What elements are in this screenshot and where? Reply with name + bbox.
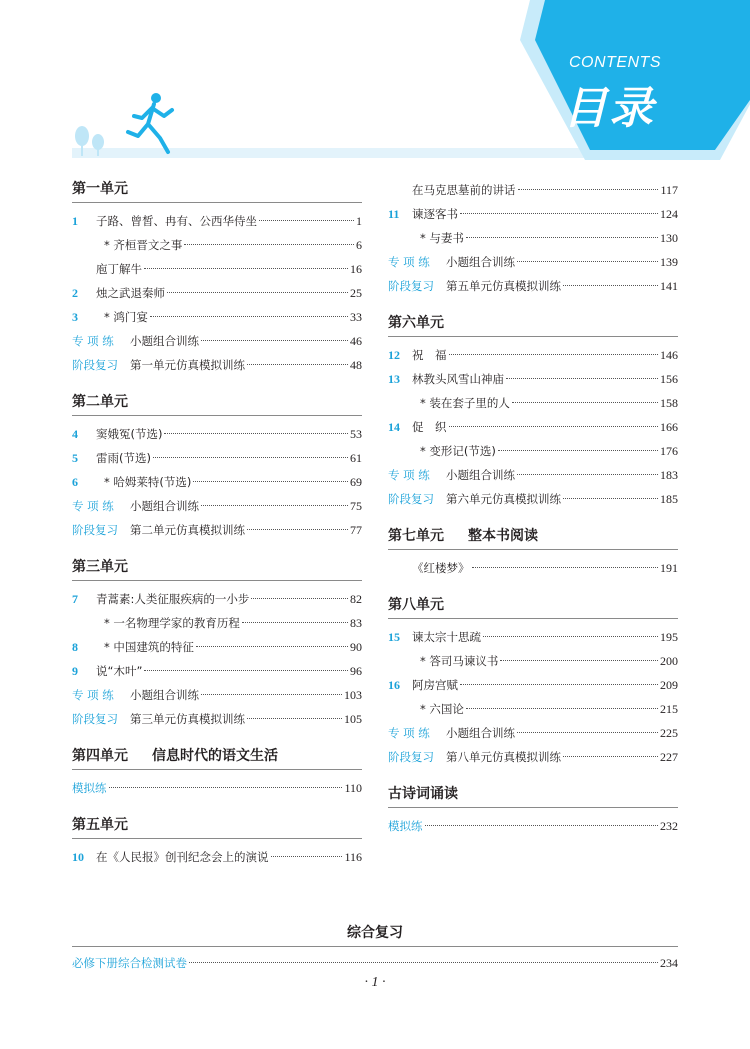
unit-subtitle: 整本书阅读: [468, 528, 538, 544]
toc-entry[interactable]: [388, 178, 678, 202]
entry-page: 105: [344, 712, 362, 726]
entry-number: 4: [72, 427, 78, 441]
dot-leader: [242, 622, 348, 623]
toc-entry[interactable]: [388, 415, 678, 439]
toc-unit: [388, 783, 678, 838]
toc-entry[interactable]: [72, 587, 362, 611]
toc-entry[interactable]: [72, 845, 362, 869]
entry-tag: 阶段复习: [388, 750, 434, 764]
toc-entry[interactable]: [388, 649, 678, 673]
entry-page: 232: [660, 819, 678, 833]
toc-entry[interactable]: [72, 659, 362, 683]
toc-entry[interactable]: [72, 470, 362, 494]
toc-entry[interactable]: [388, 391, 678, 415]
toc-entry[interactable]: [72, 611, 362, 635]
entry-title: 小题组合训练: [130, 499, 199, 513]
entry-number: 10: [72, 850, 84, 864]
toc-entry[interactable]: [388, 697, 678, 721]
unit-heading: [388, 783, 678, 808]
toc-entry[interactable]: [72, 707, 362, 731]
entry-tag: 专 项 练: [72, 499, 114, 513]
entry-number: 12: [388, 348, 400, 362]
toc-entry[interactable]: [72, 353, 362, 377]
entry-number: 13: [388, 372, 400, 386]
toc-entry[interactable]: [72, 494, 362, 518]
toc-entry[interactable]: [72, 446, 362, 470]
entry-page: 116: [344, 850, 362, 864]
entry-title: * 中国建筑的特征: [104, 640, 194, 654]
entry-page: 209: [660, 678, 678, 692]
toc-entry[interactable]: [388, 721, 678, 745]
dot-leader: [153, 457, 348, 458]
dot-leader: [449, 354, 659, 355]
entry-page: 139: [660, 255, 678, 269]
entry-page: 25: [350, 286, 362, 300]
unit-title: 第四单元: [72, 748, 128, 764]
toc-entry[interactable]: [72, 305, 362, 329]
entry-tag: 阶段复习: [72, 523, 118, 537]
entry-title: 第五单元仿真模拟训练: [446, 279, 561, 293]
toc-entry[interactable]: [72, 951, 678, 975]
entry-page: 6: [356, 238, 362, 252]
unit-heading: [388, 525, 678, 550]
entry-title: 窦娥冤(节选): [96, 427, 163, 441]
comprehensive-review-section: [72, 922, 678, 975]
contents-chinese-title: 目录: [563, 83, 655, 134]
toc-entry[interactable]: [72, 776, 362, 800]
entry-page: 46: [350, 334, 362, 348]
dot-leader: [563, 285, 658, 286]
entry-page: 1: [356, 214, 362, 228]
toc-unit: [388, 525, 678, 580]
dot-leader: [150, 316, 348, 317]
toc-entry[interactable]: [72, 233, 362, 257]
toc-unit: [72, 814, 362, 869]
dot-leader: [563, 756, 658, 757]
dot-leader: [167, 292, 348, 293]
entry-title: 庖丁解牛: [96, 262, 142, 276]
toc-entry[interactable]: [388, 625, 678, 649]
toc-entry[interactable]: [388, 463, 678, 487]
entry-page: 77: [350, 523, 362, 537]
entry-page: 200: [660, 654, 678, 668]
entry-title: * 哈姆莱特(节选): [104, 475, 192, 489]
dot-leader: [517, 732, 658, 733]
toc-unit: [72, 556, 362, 731]
section-heading: 综合复习: [72, 922, 678, 947]
toc-entry[interactable]: [72, 518, 362, 542]
entry-number: 11: [388, 207, 400, 221]
unit-title: 第三单元: [72, 559, 128, 575]
entry-title: * 鸿门宴: [104, 310, 148, 324]
entry-tag: 阶段复习: [388, 492, 434, 506]
toc-entry[interactable]: [388, 673, 678, 697]
entry-tag: 专 项 练: [72, 688, 114, 702]
entry-page: 103: [344, 688, 362, 702]
toc-entry[interactable]: [388, 226, 678, 250]
entry-number: 16: [388, 678, 400, 692]
entry-tag: 阶段复习: [72, 358, 118, 372]
dot-leader: [109, 787, 343, 788]
entry-title: 模拟练: [388, 819, 423, 833]
entry-page: 191: [660, 561, 678, 575]
entry-title: * 变形记(节选): [420, 444, 496, 458]
page-number: · 1 ·: [364, 975, 386, 990]
unit-title: 第一单元: [72, 181, 128, 197]
entry-page: 234: [660, 956, 678, 970]
entry-title: 第八单元仿真模拟训练: [446, 750, 561, 764]
dot-leader: [247, 718, 342, 719]
dot-leader: [425, 825, 659, 826]
entry-title: 祝 福: [412, 348, 447, 362]
entry-title: 第三单元仿真模拟训练: [130, 712, 245, 726]
entry-tag: 专 项 练: [388, 255, 430, 269]
dot-leader: [506, 378, 658, 379]
dot-leader: [251, 598, 348, 599]
dot-leader: [193, 481, 348, 482]
toc-entry[interactable]: [388, 556, 678, 580]
dot-leader: [259, 220, 354, 221]
entry-number: 3: [72, 310, 78, 324]
entry-page: 124: [660, 207, 678, 221]
dot-leader: [483, 636, 658, 637]
entry-tag: 专 项 练: [72, 334, 114, 348]
dot-leader: [466, 237, 658, 238]
entry-number: 6: [72, 475, 78, 489]
entry-title: 小题组合训练: [446, 255, 515, 269]
entry-title: 第二单元仿真模拟训练: [130, 523, 245, 537]
toc-entry[interactable]: [72, 329, 362, 353]
toc-unit: [72, 178, 362, 377]
entry-page: 75: [350, 499, 362, 513]
entry-title: 模拟练: [72, 781, 107, 795]
toc-right-column: [388, 178, 678, 852]
dot-leader: [189, 962, 658, 963]
dot-leader: [512, 402, 658, 403]
dot-leader: [201, 505, 348, 506]
entry-number: 9: [72, 664, 78, 678]
toc-entry[interactable]: [388, 367, 678, 391]
entry-number: 7: [72, 592, 78, 606]
dot-leader: [144, 670, 348, 671]
unit-heading: [72, 178, 362, 203]
entry-page: 117: [660, 183, 678, 197]
toc-entry[interactable]: [388, 250, 678, 274]
dot-leader: [460, 684, 658, 685]
entry-title: 促 织: [412, 420, 447, 434]
entry-number: 5: [72, 451, 78, 465]
toc-unit: [388, 312, 678, 511]
unit-heading: [388, 312, 678, 337]
dot-leader: [201, 340, 348, 341]
toc-entry[interactable]: [388, 343, 678, 367]
toc-entry[interactable]: [388, 745, 678, 769]
toc-entry[interactable]: [388, 274, 678, 298]
toc-unit: [388, 594, 678, 769]
toc-unit: [72, 745, 362, 800]
entry-title: 林教头风雪山神庙: [412, 372, 504, 386]
dot-leader: [184, 244, 354, 245]
unit-title: 第七单元: [388, 528, 444, 544]
entry-title: 小题组合训练: [130, 688, 199, 702]
unit-heading: [72, 814, 362, 839]
toc-entry[interactable]: [388, 202, 678, 226]
entry-tag: 阶段复习: [72, 712, 118, 726]
dot-leader: [472, 567, 659, 568]
entry-page: 48: [350, 358, 362, 372]
unit-heading: [72, 391, 362, 416]
toc-entry[interactable]: [72, 209, 362, 233]
entry-page: 110: [344, 781, 362, 795]
entry-title: * 齐桓晋文之事: [104, 238, 183, 252]
entry-page: 61: [350, 451, 362, 465]
dot-leader: [247, 529, 348, 530]
entry-page: 158: [660, 396, 678, 410]
entry-title: 雷雨(节选): [96, 451, 151, 465]
entry-page: 183: [660, 468, 678, 482]
dot-leader: [563, 498, 658, 499]
entry-title: 阿房宫赋: [412, 678, 458, 692]
unit-heading: [388, 594, 678, 619]
entry-page: 16: [350, 262, 362, 276]
entry-page: 156: [660, 372, 678, 386]
entry-title: * 装在套子里的人: [420, 396, 510, 410]
unit-title: 第六单元: [388, 315, 444, 331]
entry-title: 小题组合训练: [446, 468, 515, 482]
entry-page: 53: [350, 427, 362, 441]
dot-leader: [500, 660, 658, 661]
runner-illustration-icon: [72, 80, 182, 160]
toc-entry[interactable]: [388, 814, 678, 838]
entry-page: 82: [350, 592, 362, 606]
entry-title: 《红楼梦》: [412, 561, 470, 575]
unit-heading: [72, 745, 362, 770]
entry-tag: 阶段复习: [388, 279, 434, 293]
dot-leader: [196, 646, 348, 647]
unit-subtitle: 信息时代的语文生活: [152, 748, 278, 764]
entry-page: 130: [660, 231, 678, 245]
entry-page: 33: [350, 310, 362, 324]
toc-unit: [388, 178, 678, 298]
unit-title: 古诗词诵读: [388, 786, 458, 802]
entry-title: * 一名物理学家的教育历程: [104, 616, 240, 630]
entry-title: 子路、曾皙、冉有、公西华侍坐: [96, 214, 257, 228]
entry-number: 1: [72, 214, 78, 228]
entry-title: 第六单元仿真模拟训练: [446, 492, 561, 506]
toc-entry[interactable]: [72, 257, 362, 281]
entry-title: 小题组合训练: [130, 334, 199, 348]
entry-title: * 与妻书: [420, 231, 464, 245]
dot-leader: [517, 261, 658, 262]
unit-title: 第五单元: [72, 817, 128, 833]
entry-tag: 专 项 练: [388, 468, 430, 482]
dot-leader: [164, 433, 348, 434]
contents-english-label: CONTENTS: [569, 54, 661, 71]
entry-page: 166: [660, 420, 678, 434]
entry-title: 青蒿素:人类征服疾病的一小步: [96, 592, 250, 606]
entry-title: 第一单元仿真模拟训练: [130, 358, 245, 372]
entry-page: 83: [350, 616, 362, 630]
entry-page: 225: [660, 726, 678, 740]
unit-title: 第二单元: [72, 394, 128, 410]
entry-title: 必修下册综合检测试卷: [72, 956, 187, 970]
entry-title: * 六国论: [420, 702, 464, 716]
entry-page: 195: [660, 630, 678, 644]
toc-entry[interactable]: [72, 422, 362, 446]
dot-leader: [449, 426, 659, 427]
dot-leader: [518, 189, 659, 190]
entry-page: 96: [350, 664, 362, 678]
entry-page: 141: [660, 279, 678, 293]
toc-entry[interactable]: [72, 635, 362, 659]
entry-page: 146: [660, 348, 678, 362]
entry-page: 90: [350, 640, 362, 654]
entry-title: 在马克思墓前的讲话: [412, 183, 516, 197]
entry-page: 215: [660, 702, 678, 716]
entry-number: 2: [72, 286, 78, 300]
entry-title: 说“木叶”: [96, 664, 143, 678]
dot-leader: [247, 364, 348, 365]
toc-left-column: [72, 178, 362, 883]
entry-number: 8: [72, 640, 78, 654]
entry-number: 14: [388, 420, 400, 434]
entry-page: 227: [660, 750, 678, 764]
entry-title: * 答司马谏议书: [420, 654, 499, 668]
dot-leader: [460, 213, 658, 214]
dot-leader: [466, 708, 658, 709]
entry-title: 小题组合训练: [446, 726, 515, 740]
dot-leader: [201, 694, 342, 695]
unit-heading: [72, 556, 362, 581]
toc-entry[interactable]: [388, 439, 678, 463]
unit-title: 第八单元: [388, 597, 444, 613]
dot-leader: [498, 450, 658, 451]
dot-leader: [517, 474, 658, 475]
entry-title: 谏逐客书: [412, 207, 458, 221]
dot-leader: [271, 856, 343, 857]
toc-entry[interactable]: [388, 487, 678, 511]
toc-entry[interactable]: [72, 683, 362, 707]
entry-title: 在《人民报》创刊纪念会上的演说: [96, 850, 269, 864]
entry-title: 烛之武退秦师: [96, 286, 165, 300]
entry-title: 谏太宗十思疏: [412, 630, 481, 644]
entry-tag: 专 项 练: [388, 726, 430, 740]
entry-page: 185: [660, 492, 678, 506]
entry-page: 69: [350, 475, 362, 489]
toc-entry[interactable]: [72, 281, 362, 305]
entry-number: 15: [388, 630, 400, 644]
toc-unit: [72, 391, 362, 542]
dot-leader: [144, 268, 348, 269]
entry-page: 176: [660, 444, 678, 458]
